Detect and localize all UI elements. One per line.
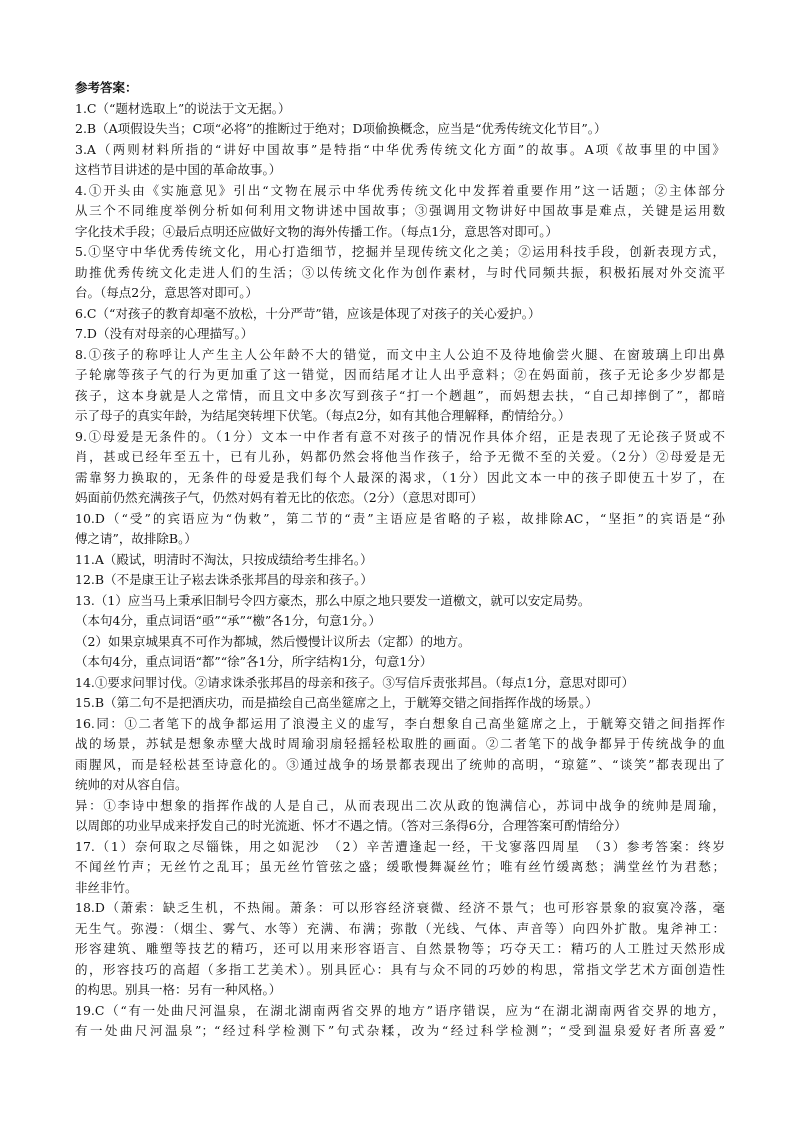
answer-line: （2）如果京城果真不可作为都城，然后慢慢计议所去（定都）的地方。 xyxy=(75,633,471,649)
answer-line: 10.D（“受”的宾语应为“伪敕”，第二节的“责”主语应是省略的子崧，故排除AC，“坚拒”的宾语是“孙 xyxy=(75,510,725,526)
answer-line: 的，形容技巧的高超（多指工艺美术）。别具匠心：具有与众不同的巧妙的构思，常指文学艺术方面创造性 xyxy=(75,961,725,977)
answer-line: 6.C（“对孩子的教育却毫不放松，十分严苛”错，应该是体现了对孩子的关心爱护。） xyxy=(75,305,541,321)
answer-line: 1.C（“题材选取上”的说法于文无据。） xyxy=(75,100,291,116)
answer-line: 5.①坚守中华优秀传统文化，用心打造细节，挖掘并呈现传统文化之美；②运用科技手段，创新表现方式， xyxy=(75,244,725,259)
answer-line: 字化技术手段；④最后点明还应做好文物的海外传播工作。（每点1分，意思答对即可。） xyxy=(75,223,558,239)
answer-line: 无生气。弥漫：（烟尘、雾气、水等）充满、布满；弥散（光线、气体、声音等）向四外扩散。鬼斧神工： xyxy=(75,920,725,936)
answer-line: 的构思。别具一格：另有一种风格。） xyxy=(75,982,282,997)
answer-line: 台。（每点2分，意思答对即可。） xyxy=(75,285,258,300)
answer-line: 2.B（A项假设失当；C项“必将”的推断过于绝对；D项偷换概念，应当是“优秀传统文化节目”。） xyxy=(75,121,607,136)
answer-line: （本句4分，重点词语“亟”“承”“檄”各1分，句意1分。） xyxy=(75,613,381,628)
answer-line: 非丝非竹。 xyxy=(75,879,138,895)
answer-line: 7.D（没有对母亲的心理描写。） xyxy=(75,326,254,341)
answer-line: 这档节目讲述的是中国的革命故事。） xyxy=(75,162,282,177)
answer-line: 肖，甚或已经年至五十，已有儿孙，妈都仍然会将他当作孩子，给予无微不至的关爱。（2分）②母爱是无 xyxy=(75,449,725,464)
answer-key-heading: 参考答案： xyxy=(75,80,138,95)
answer-line: 从三个不同维度举例分析如何利用文物讲述中国故事；③强调用文物讲好中国故事是难点，关键是运用数 xyxy=(75,203,725,218)
answer-line: 9.①母爱是无条件的。（1分）文本一中作者有意不对孩子的情况作具体介绍，正是表现了无论孩子贤或不 xyxy=(75,428,725,444)
answer-key-page xyxy=(75,78,725,1042)
answer-line: 示了母子的真实年龄，为结尾突转埋下伏笔。（每点2分，如有其他合理解释，酌情给分。） xyxy=(75,408,571,423)
answer-line: 12.B（不是康王让子崧去诛杀张邦昌的母亲和孩子。） xyxy=(75,572,373,587)
answer-line: 形容建筑、雕塑等技艺的精巧，还可以用来形容语言、自然景物等；巧夺天工：精巧的人工胜过天然形成 xyxy=(75,941,725,956)
answer-line: 19.C（“有一处曲尺河温泉，在湖北湖南两省交界的地方”语序错误，应为“在湖北湖南两省交界的地方， xyxy=(75,1002,725,1018)
answer-line: （本句4分，重点词语“都”“徐”各1分，所字结构1分，句意1分） xyxy=(75,654,433,669)
answer-line: 需靠努力换取的，无条件的母爱是我们每个人最深的渴求，（1分）因此文本一中的孩子即使五十岁了，在 xyxy=(75,469,725,485)
answer-line: 战的场景，苏轼是想象赤壁大战时周瑜羽扇轻摇轻松取胜的画面。②二者笔下的战争都异于传统战争的血 xyxy=(75,736,725,751)
answer-line: 14.①要求问罪讨伐。②请求诛杀张邦昌的母亲和孩子。③写信斥责张邦昌。（每点1分，意思对即可） xyxy=(75,674,635,690)
answer-line: 统帅的对从容自信。 xyxy=(75,777,188,792)
answer-line: 异：①李诗中想象的指挥作战的人是自己，从而表现出二次从政的饱满信心，苏词中战争的统帅是周瑜， xyxy=(75,797,725,813)
answer-lines xyxy=(75,99,725,1042)
answer-line: 8.①孩子的称呼让人产生主人公年龄不大的错觉，而文中主人公迫不及待地偷尝火腿、在窗玻璃上印出鼻 xyxy=(75,346,725,362)
answer-line: 妈面前仍然充满孩子气，仍然对妈有着无比的依恋。（2分）（意思对即可） xyxy=(75,490,483,505)
answer-line: 有一处曲尺河温泉”；“经过科学检测下”句式杂糅，改为“经过科学检测”；“受到温泉爱好者所喜爱” xyxy=(75,1023,725,1038)
answer-line: 11.A（殿试，明清时不淘汰，只按成绩给考生排名。） xyxy=(75,551,373,567)
answer-line: 15.B（第二句不是把酒庆功，而是描绘自己高坐筵席之上，于觥筹交错之间指挥作战的场景。） xyxy=(75,695,598,710)
answer-line: 傅之请”，故排除B。） xyxy=(75,531,197,546)
answer-line: 助推优秀传统文化走进人们的生活；③以传统文化作为创作素材，与时代同频共振，积极拓展对外交流平 xyxy=(75,264,725,280)
answer-line: 以周郎的功业早成来抒发自己的时光流逝、怀才不遇之情。（答对三条得6分，合理答案可酌情给分） xyxy=(75,818,627,833)
answer-line: 3.A（两则材料所指的“讲好中国故事”是特指“中华优秀传统文化方面”的故事。A项《故事里的中国》 xyxy=(75,141,725,157)
answer-line: 孩子，这本身就是人之常情，而且文中多次写到孩子“打一个趔趄”，而妈想去扶，“自己却摔倒了”，都暗 xyxy=(75,387,725,403)
answer-line: 17.（1）奈何取之尽锱铢，用之如泥沙 （2）辛苦遭逢起一经，干戈寥落四周星 （3）参考答案：终岁 xyxy=(75,838,725,854)
answer-line: 雨腥风，而是轻松甚至诗意化的。③通过战争的场景都表现出了统帅的高明，“琼筵”、“谈笑”都表现出了 xyxy=(75,756,725,772)
answer-line: 18.D（萧索：缺乏生机，不热闹。萧条：可以形容经济衰微、经济不景气；也可形容景象的寂寞冷落，毫 xyxy=(75,900,725,915)
answer-line: 子轮廓等孩子气的行为更加重了这一错觉，因而结尾才让人出乎意料；②在妈面前，孩子无论多少岁都是 xyxy=(75,367,725,382)
answer-line: 16.同：①二者笔下的战争都运用了浪漫主义的虚写，李白想象自己高坐筵席之上，于觥筹交错之间指挥作 xyxy=(75,715,725,731)
answer-line: 13.（1）应当马上秉承旧制号令四方豪杰，那么中原之地只要发一道檄文，就可以安定局势。 xyxy=(75,592,591,608)
answer-line: 不闻丝竹声；无丝竹之乱耳；虽无丝竹管弦之盛；缓歌慢舞凝丝竹；唯有丝竹缓离愁；满堂丝竹为君愁； xyxy=(75,859,725,874)
answer-line: 4.①开头由《实施意见》引出“文物在展示中华优秀传统文化中发挥着重要作用”这一话题；②主体部分 xyxy=(75,182,725,198)
